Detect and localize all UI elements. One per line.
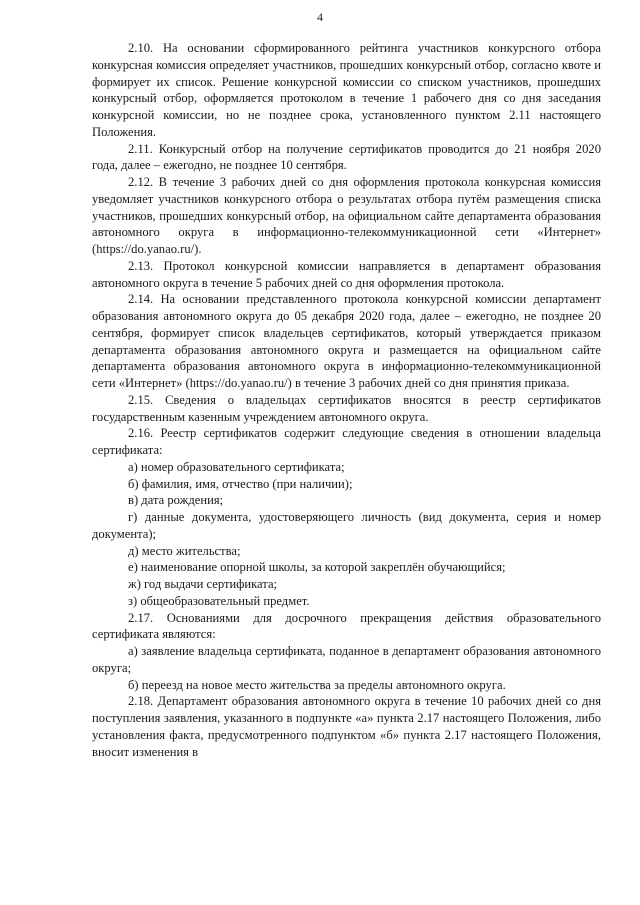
list-item: а) номер образовательного сертификата; [128,459,345,474]
list-item: а) заявление владельца сертификата, поданное в департамент образования автономного округа; [92,644,601,675]
page-number: 4 [317,10,323,24]
paragraph: 2.11. Конкурсный отбор на получение сертификатов проводится до 21 ноября 2020 года, далее – ежегодно, не позднее 10 сентября. [92,141,601,173]
list-item: в) дата рождения; [128,493,224,508]
list-item: ж) год выдачи сертификата; [128,577,278,591]
paragraph: 2.14. На основании представленного протокола конкурсной комиссии департамент образования автономного округа до 05 декабря 2020 года, далее – ежегодно, не позднее 20 сентября, формирует список владельцев сертификатов, который утверждается приказом департамента образования автономного округа и размещается на официальном сайте департамента образования автономного округа в информационно-телекоммуникационной сети «Интернет» (https://do.yanao.ru/) в течение 3 рабочих дней со дня принятия приказа. [92,292,601,390]
list-item: е) наименование опорной школы, за которой закреплён обучающийся; [128,560,506,575]
list-item: з) общеобразовательный предмет. [128,593,310,608]
paragraph: 2.12. В течение 3 рабочих дней со дня оформления протокола конкурсная комиссия уведомляет участников конкурсного отбора о результатах отбора путём размещения списка участников, прошедших конкурсный отбор, на официальном сайте департамента образования автономного округа в информационно-телекоммуникационной сети «Интернет» (https://do.yanao.ru/). [92,175,601,256]
list-item: б) переезд на новое место жительства за пределы автономного округа. [128,677,506,692]
paragraph: 2.15. Сведения о владельцах сертификатов вносятся в реестр сертификатов государственным казенным учреждением автономного округа. [92,392,601,424]
paragraph: 2.13. Протокол конкурсной комиссии направляется в департамент образования автономного округа в течение 5 рабочих дней со дня оформления протокола. [92,258,601,290]
list-item: д) место жительства; [128,543,241,558]
paragraph: 2.16. Реестр сертификатов содержит следующие сведения в отношении владельца сертификата: [92,426,601,457]
paragraph: 2.18. Департамент образования автономного округа в течение 10 рабочих дней со дня поступления заявления, указанного в подпункте «а» пункта 2.17 настоящего Положения, либо установления факта, предусмотренного подпунктом «б» пункта 2.17 настоящего Положения, вносит изменения в [92,694,601,759]
paragraph: 2.10. На основании сформированного рейтинга участников конкурсного отбора конкурсная комиссия определяет участников, прошедших конкурсный отбор, согласно квоте и формирует их список. Решение конкурсной комиссии со списком участников, прошедших конкурсный отбор, оформляется протоколом в течение 1 рабочего дня со дня заседания конкурсной комиссии, но не позднее срока, установленного пунктом 2.11 настоящего Положения. [92,41,601,139]
list-item: г) данные документа, удостоверяющего личность (вид документа, серия и номер документа); [92,510,601,541]
paragraph: 2.17. Основаниями для досрочного прекращения действия образовательного сертификата являются: [92,610,601,642]
document-body [92,40,601,760]
list-item: б) фамилия, имя, отчество (при наличии); [128,476,353,491]
